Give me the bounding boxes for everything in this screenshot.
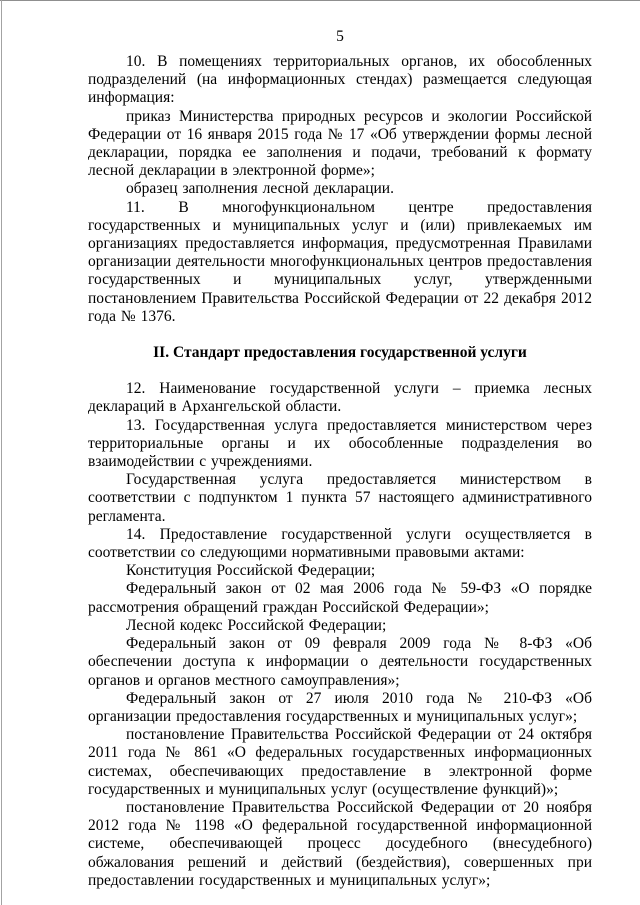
paragraph-decree-861: постановление Правительства Российской Федерации от 24 октября 2011 года № 861 «О федеральных государственных информационных системах, обеспечивающих предоставление в электронной форме государственных и муниципальных услуг (осуществление функций)»; [88, 726, 592, 798]
paragraph-law-59-fz: Федеральный закон от 02 мая 2006 года № 59-ФЗ «О порядке рассмотрения обращений граждан Российской Федерации»; [88, 580, 592, 616]
paragraph-12: 12. Наименование государственной услуги – приемка лесных деклараций в Архангельской области. [88, 380, 592, 416]
paragraph-10: 10. В помещениях территориальных органов, их обособленных подразделений (на информационных стендах) размещается следующая информация: [88, 53, 592, 107]
paragraph-14: 14. Предоставление государственной услуги осуществляется в соответствии со следующими нормативными правовыми актами: [88, 525, 592, 562]
paragraph-11: 11. В многофункциональном центре предоставления государственных и муниципальных услуг и (или) привлекаемых им организациях предоставляется информация, предусмотренная Правилами организации деятельности многофункциональных центров предоставления государственных и муниципальных услуг, утвержденными постановлением Правительства Российской Федерации от 22 декабря 2012 года № 1376. [88, 198, 592, 325]
paragraph-law-8-fz: Федеральный закон от 09 февраля 2009 года № 8-ФЗ «Об обеспечении доступа к информации о деятельности государственных органов и органов местного самоуправления»; [88, 635, 592, 689]
paragraph-constitution: Конституция Российской Федерации; [126, 562, 376, 580]
paragraph-forest-code: Лесной кодекс Российской Федерации; [126, 616, 387, 634]
paragraph-declaration-sample: образец заполнения лесной декларации. [126, 180, 394, 198]
page-number: 5 [336, 28, 344, 45]
paragraph-law-210-fz: Федеральный закон от 27 июля 2010 года № 210-ФЗ «Об организации предоставления государственных и муниципальных услуг»; [88, 689, 592, 725]
paragraph-13-note: Государственная услуга предоставляется министерством в соответствии с подпунктом 1 пункта 57 настоящего административного регламента. [88, 471, 592, 525]
paragraph-decree-1198: постановление Правительства Российской Федерации от 20 ноября 2012 года № 1198 «О федеральной государственной информационной системе, обеспечивающей процесс досудебного (внесудебного) обжалования решений и действий (бездействия), совершенных при предоставлении государственных и муниципальных услуг»; [88, 798, 592, 889]
paragraph-13: 13. Государственная услуга предоставляется министерством через территориальные органы и их обособленные подразделения во взаимодействии с учреждениями. [88, 416, 592, 471]
section-heading-ii: II. Стандарт предоставления государственной услуги [153, 344, 527, 362]
paragraph-order-17: приказ Министерства природных ресурсов и экологии Российской Федерации от 16 января 2015 года № 17 «Об утверждении формы лесной декларации, порядка ее заполнения и подачи, требований к формату лесной декларации в электронной форме»; [88, 107, 592, 180]
